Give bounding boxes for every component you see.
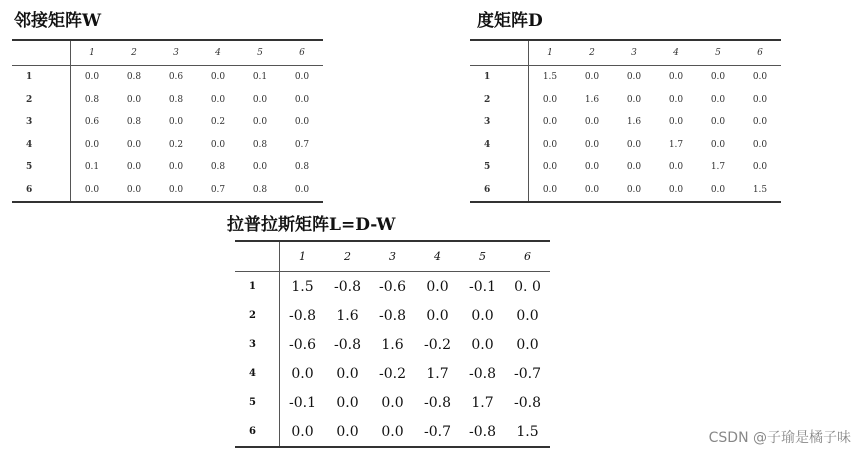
row-header: 1 [12, 66, 71, 89]
matrix-cell: 0.0 [426, 307, 449, 324]
row-header: 3 [12, 111, 71, 134]
matrix-row [12, 111, 323, 134]
matrix-cell: 0.0 [516, 336, 539, 353]
matrix-cell: 0.0 [471, 307, 494, 324]
matrix-cell: 0.0 [252, 94, 268, 105]
matrix-cell: 0.0 [584, 117, 600, 128]
corner-cell [235, 241, 280, 272]
column-header: 1 [71, 40, 114, 66]
matrix-cell: 0.0 [752, 162, 768, 173]
row-header: 6 [470, 179, 529, 203]
matrix-cell: 0.1 [84, 162, 100, 173]
matrix-cell: 0.0 [84, 139, 100, 150]
column-header: 6 [281, 40, 323, 66]
matrix-cell: 0.0 [626, 72, 642, 83]
matrix-cell: 0.0 [584, 139, 600, 150]
matrix-cell: -0.7 [514, 365, 541, 382]
matrix-cell: 0.0 [426, 278, 449, 295]
column-header: 3 [370, 241, 415, 272]
matrix-row [235, 359, 550, 388]
matrix-cell: -0.6 [289, 336, 316, 353]
matrix-row [235, 301, 550, 330]
row-header: 2 [470, 89, 529, 112]
corner-cell [12, 40, 71, 66]
row-header: 4 [235, 359, 280, 388]
column-header: 1 [280, 241, 326, 272]
matrix-row [12, 179, 323, 203]
matrix-row [470, 156, 781, 179]
row-header: 4 [470, 134, 529, 157]
matrix-row [12, 134, 323, 157]
matrix-cell: 0.8 [84, 94, 100, 105]
matrix-cell: -0.8 [334, 278, 361, 295]
degree-title: 度矩阵D [477, 11, 543, 31]
matrix-cell: 0.0 [626, 184, 642, 195]
matrix-cell: 0.0 [126, 94, 142, 105]
laplacian-title: 拉普拉斯矩阵L=D-W [227, 215, 396, 235]
matrix-cell: 0.0 [210, 94, 226, 105]
row-header: 2 [235, 301, 280, 330]
matrix-cell: 0.8 [210, 162, 226, 173]
matrix-cell: 0.7 [210, 184, 226, 195]
matrix-cell: -0.8 [424, 394, 451, 411]
matrix-cell: 0.8 [294, 162, 310, 173]
laplacian-table [235, 240, 550, 448]
matrix-cell: 0.0 [542, 162, 558, 173]
matrix-cell: 0.2 [210, 117, 226, 128]
matrix-cell: 0.0 [294, 184, 310, 195]
matrix-cell: -0.8 [334, 336, 361, 353]
matrix-cell: 0.6 [84, 117, 100, 128]
matrix-cell: 1.6 [336, 307, 359, 324]
matrix-cell: 0.0 [84, 184, 100, 195]
matrix-cell: 0.0 [626, 94, 642, 105]
matrix-cell: 0.0 [752, 139, 768, 150]
matrix-row [470, 66, 781, 89]
column-header: 5 [239, 40, 281, 66]
matrix-cell: 0.0 [710, 72, 726, 83]
matrix-cell: 0.0 [294, 72, 310, 83]
matrix-cell: 0.0 [516, 307, 539, 324]
laplacian-header-row [235, 241, 550, 272]
matrix-cell: 0.0 [752, 117, 768, 128]
row-header: 6 [12, 179, 71, 203]
matrix-cell: 0.0 [336, 365, 359, 382]
matrix-cell: 1.7 [668, 139, 684, 150]
matrix-row [235, 417, 550, 447]
corner-cell [470, 40, 529, 66]
column-header: 1 [529, 40, 572, 66]
matrix-cell: 0.0 [710, 94, 726, 105]
matrix-cell: -0.2 [379, 365, 406, 382]
matrix-cell: 0.2 [168, 139, 184, 150]
matrix-cell: 0.0 [710, 117, 726, 128]
matrix-cell: 0. 0 [514, 278, 541, 295]
matrix-cell: 0.0 [126, 162, 142, 173]
matrix-cell: 0.0 [336, 394, 359, 411]
matrix-cell: 0.0 [668, 162, 684, 173]
matrix-cell: 0.0 [168, 184, 184, 195]
matrix-cell: 1.5 [291, 278, 314, 295]
row-header: 3 [470, 111, 529, 134]
matrix-cell: 0.0 [542, 139, 558, 150]
row-header: 2 [12, 89, 71, 112]
matrix-cell: 0.0 [584, 72, 600, 83]
matrix-cell: 0.0 [471, 336, 494, 353]
matrix-row [235, 388, 550, 417]
matrix-row [235, 272, 550, 302]
column-header: 6 [739, 40, 781, 66]
matrix-cell: 0.0 [668, 117, 684, 128]
matrix-cell: 0.6 [168, 72, 184, 83]
matrix-cell: 0.1 [252, 72, 268, 83]
matrix-cell: 0.0 [252, 117, 268, 128]
degree-table [470, 39, 781, 203]
matrix-cell: 1.5 [516, 423, 539, 440]
matrix-cell: 1.7 [426, 365, 449, 382]
matrix-cell: 0.0 [294, 94, 310, 105]
adjacency-title: 邻接矩阵W [14, 11, 102, 31]
matrix-cell: 0.0 [126, 184, 142, 195]
row-header: 1 [470, 66, 529, 89]
matrix-cell: 0.0 [752, 72, 768, 83]
matrix-row [470, 179, 781, 203]
matrix-cell: 0.0 [210, 139, 226, 150]
matrix-row [470, 89, 781, 112]
matrix-cell: 0.0 [542, 117, 558, 128]
matrix-cell: -0.8 [289, 307, 316, 324]
matrix-cell: 0.8 [252, 184, 268, 195]
column-header: 6 [505, 241, 550, 272]
matrix-row [12, 156, 323, 179]
matrix-cell: 0.0 [291, 423, 314, 440]
matrix-cell: -0.1 [469, 278, 496, 295]
adjacency-header-row [12, 40, 323, 66]
matrix-cell: 0.0 [584, 184, 600, 195]
matrix-row [470, 111, 781, 134]
matrix-cell: 0.0 [668, 94, 684, 105]
matrix-cell: -0.8 [514, 394, 541, 411]
matrix-cell: 0.0 [168, 117, 184, 128]
matrix-cell: 0.7 [294, 139, 310, 150]
matrix-cell: 0.0 [668, 184, 684, 195]
column-header: 4 [655, 40, 697, 66]
matrix-row [12, 89, 323, 112]
degree-header-row [470, 40, 781, 66]
row-header: 6 [235, 417, 280, 447]
row-header: 1 [235, 272, 280, 302]
column-header: 4 [415, 241, 460, 272]
matrix-cell: 0.0 [584, 162, 600, 173]
matrix-cell: 0.0 [710, 139, 726, 150]
matrix-cell: 0.0 [252, 162, 268, 173]
matrix-row [235, 330, 550, 359]
matrix-cell: 0.0 [381, 423, 404, 440]
row-header: 3 [235, 330, 280, 359]
matrix-cell: 1.7 [710, 162, 726, 173]
matrix-cell: -0.1 [289, 394, 316, 411]
matrix-cell: 0.0 [381, 394, 404, 411]
column-header: 3 [155, 40, 197, 66]
matrix-cell: 0.0 [542, 94, 558, 105]
matrix-cell: 1.6 [626, 117, 642, 128]
column-header: 4 [197, 40, 239, 66]
matrix-cell: -0.8 [379, 307, 406, 324]
matrix-cell: 0.8 [126, 117, 142, 128]
column-header: 5 [460, 241, 505, 272]
matrix-cell: 0.8 [126, 72, 142, 83]
matrix-cell: 0.8 [168, 94, 184, 105]
matrix-cell: 0.0 [291, 365, 314, 382]
row-header: 5 [12, 156, 71, 179]
matrix-cell: 0.0 [626, 162, 642, 173]
matrix-cell: 0.0 [210, 72, 226, 83]
matrix-cell: 0.0 [710, 184, 726, 195]
row-header: 4 [12, 134, 71, 157]
column-header: 5 [697, 40, 739, 66]
matrix-row [12, 66, 323, 89]
matrix-cell: 0.0 [336, 423, 359, 440]
matrix-cell: 0.0 [542, 184, 558, 195]
matrix-cell: -0.7 [424, 423, 451, 440]
matrix-cell: 0.0 [294, 117, 310, 128]
matrix-cell: 1.6 [584, 94, 600, 105]
row-header: 5 [470, 156, 529, 179]
column-header: 2 [113, 40, 155, 66]
column-header: 3 [613, 40, 655, 66]
matrix-cell: 0.8 [252, 139, 268, 150]
matrix-cell: -0.2 [424, 336, 451, 353]
matrix-cell: 0.0 [84, 72, 100, 83]
matrix-cell: 0.0 [168, 162, 184, 173]
column-header: 2 [571, 40, 613, 66]
matrix-cell: 0.0 [126, 139, 142, 150]
matrix-cell: 1.5 [752, 184, 768, 195]
row-header: 5 [235, 388, 280, 417]
matrix-cell: 1.7 [471, 394, 494, 411]
matrix-cell: -0.8 [469, 365, 496, 382]
matrix-cell: 1.5 [542, 72, 558, 83]
matrix-cell: 0.0 [626, 139, 642, 150]
matrix-cell: -0.6 [379, 278, 406, 295]
adjacency-table [12, 39, 323, 203]
watermark: CSDN @子瑜是橘子味 [708, 430, 851, 446]
column-header: 2 [325, 241, 370, 272]
matrix-row [470, 134, 781, 157]
matrix-cell: 1.6 [381, 336, 404, 353]
matrix-cell: 0.0 [752, 94, 768, 105]
matrix-cell: 0.0 [668, 72, 684, 83]
matrix-cell: -0.8 [469, 423, 496, 440]
